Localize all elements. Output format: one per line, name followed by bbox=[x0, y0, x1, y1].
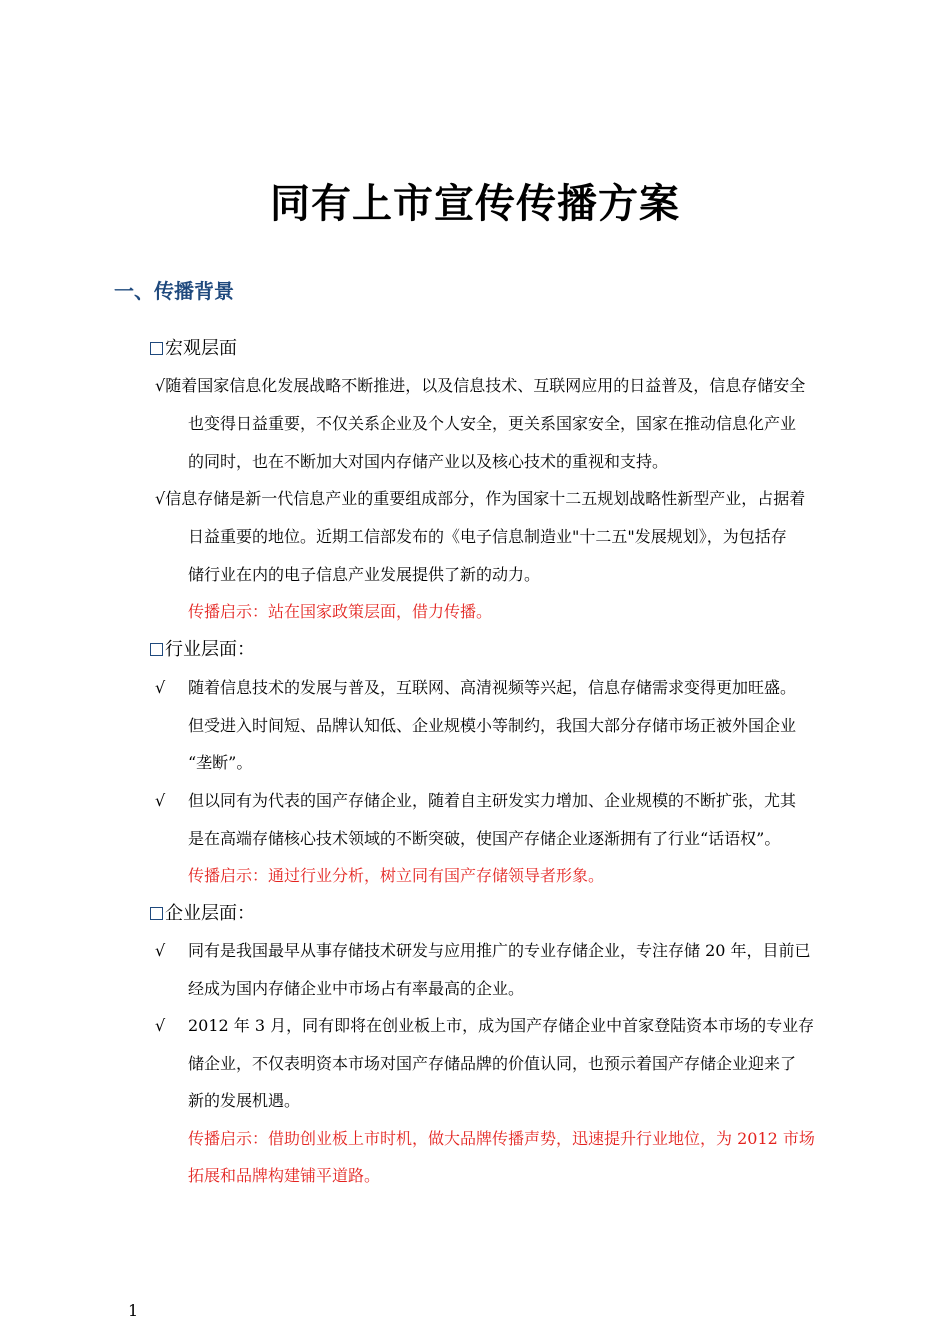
paragraph-line: 但受进入时间短、品牌认知低、企业规模小等制约，我国大部分存储市场正被外国企业 bbox=[188, 716, 797, 735]
insight-text: 拓展和品牌构建铺平道路。 bbox=[188, 1166, 381, 1185]
subsection-macro bbox=[150, 336, 237, 362]
paragraph-line: 储企业，不仅表明资本市场对国产存储品牌的价值认同，也预示着国产存储企业迎来了 bbox=[188, 1054, 797, 1073]
paragraph-line: “垄断”。 bbox=[188, 753, 253, 772]
checkbox-square-icon bbox=[150, 907, 163, 920]
page-number: 1 bbox=[128, 1301, 139, 1320]
paragraph-line: 新的发展机遇。 bbox=[188, 1091, 301, 1110]
subsection-industry bbox=[150, 637, 255, 663]
paragraph-line: 但以同有为代表的国产存储企业，随着自主研发实力增加、企业规模的不断扩张，尤其 bbox=[188, 791, 797, 810]
document-title: 同有上市宣传传播方案 bbox=[270, 181, 680, 227]
checkbox-square-icon bbox=[150, 342, 163, 355]
subsection-label: 行业层面： bbox=[165, 639, 255, 660]
subsection-enterprise bbox=[150, 901, 255, 927]
checkbox-square-icon bbox=[150, 643, 163, 656]
insight-text: 传播启示：通过行业分析，树立同有国产存储领导者形象。 bbox=[188, 866, 605, 885]
paragraph-line: 也变得日益重要，不仅关系企业及个人安全，更关系国家安全，国家在推动信息化产业 bbox=[188, 414, 797, 433]
subsection-label: 宏观层面 bbox=[165, 338, 237, 359]
check-mark-icon: √ bbox=[155, 941, 166, 960]
paragraph-line: 储行业在内的电子信息产业发展提供了新的动力。 bbox=[188, 565, 541, 584]
subsection-label: 企业层面： bbox=[165, 903, 255, 924]
check-mark-icon: √ bbox=[155, 678, 166, 697]
paragraph-line: 同有是我国最早从事存储技术研发与应用推广的专业存储企业，专注存储 20 年，目前已 bbox=[188, 941, 811, 960]
paragraph-line: √信息存储是新一代信息产业的重要组成部分，作为国家十二五规划战略性新型产业，占据着 bbox=[155, 489, 806, 508]
paragraph-line: √随着国家信息化发展战略不断推进，以及信息技术、互联网应用的日益普及，信息存储安全 bbox=[155, 376, 806, 395]
paragraph-line: 2012 年 3 月，同有即将在创业板上市，成为国产存储企业中首家登陆资本市场的专业存 bbox=[188, 1016, 815, 1035]
check-mark-icon: √ bbox=[155, 791, 166, 810]
paragraph-line: 随着信息技术的发展与普及，互联网、高清视频等兴起，信息存储需求变得更加旺盛。 bbox=[188, 678, 797, 697]
paragraph-line: 是在高端存储核心技术领域的不断突破，使国产存储企业逐渐拥有了行业“话语权”。 bbox=[188, 829, 781, 848]
check-mark-icon: √ bbox=[155, 1016, 166, 1035]
paragraph-line: 经成为国内存储企业中市场占有率最高的企业。 bbox=[188, 979, 525, 998]
section-heading: 一、传播背景 bbox=[114, 279, 234, 303]
insight-text: 传播启示：借助创业板上市时机，做大品牌传播声势，迅速提升行业地位，为 2012 市场 bbox=[188, 1129, 815, 1148]
paragraph-line: 日益重要的地位。近期工信部发布的《电子信息制造业"十二五"发展规划》，为包括存 bbox=[188, 527, 787, 546]
paragraph-line: 的同时，也在不断加大对国内存储产业以及核心技术的重视和支持。 bbox=[188, 452, 669, 471]
insight-text: 传播启示：站在国家政策层面，借力传播。 bbox=[188, 602, 493, 621]
